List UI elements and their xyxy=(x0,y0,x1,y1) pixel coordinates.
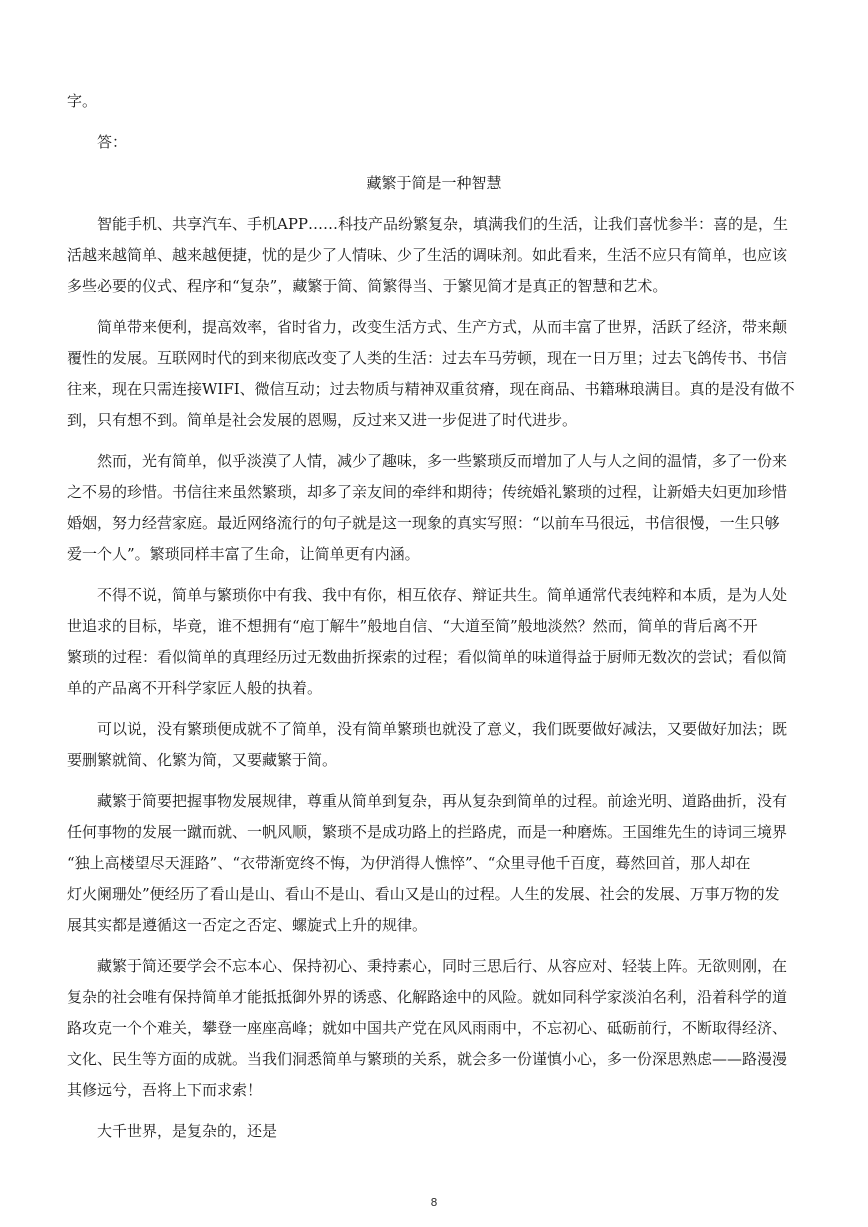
paragraph-2-line: 到，只有想不到。简单是社会发展的恩赐，反过来又进一步促进了时代进步。 xyxy=(67,411,578,429)
paragraph-7-line: 复杂的社会唯有保持简单才能抵抵御外界的诱惑、化解路途中的风险。就如同科学家淡泊名利，沿着科学的道 xyxy=(67,988,788,1006)
essay-title: 藏繁于简是一种智慧 xyxy=(366,174,502,192)
paragraph-1-line: 智能手机、共享汽车、手机APP……科技产品纷繁复杂，填满我们的生活，让我们喜忧参半：喜的是，生 xyxy=(97,215,789,233)
paragraph-4-line: 繁琐的过程：看似简单的真理经历过无数曲折探索的过程；看似简单的味道得益于厨师无数次的尝试；看似简 xyxy=(67,648,788,666)
paragraph-5-line: 要删繁就简、化繁为简，又要藏繁于简。 xyxy=(67,751,338,769)
paragraph-2-line: 覆性的发展。互联网时代的到来彻底改变了人类的生活：过去车马劳顿，现在一日万里；过去飞鸽传书、书信 xyxy=(67,349,788,367)
paragraph-6-line: 灯火阑珊处”便经历了看山是山、看山不是山、看山又是山的过程。人生的发展、社会的发展、万事万物的发 xyxy=(67,885,780,903)
document-body xyxy=(67,86,801,1147)
paragraph-6-line: “独上高楼望尽天涯路”、“衣带渐宽终不悔，为伊消得人憔悴”、“众里寻他千百度，蓦然回首，那人却在 xyxy=(67,854,751,872)
paragraph-6-line: 展其实都是遵循这一否定之否定、螺旋式上升的规律。 xyxy=(67,916,428,934)
paragraph-2-line: 往来，现在只需连接WIFI、微信互动；过去物质与精神双重贫瘠，现在商品、书籍琳琅满目。真的是没有做不 xyxy=(67,380,795,398)
paragraph-8-line: 大千世界，是复杂的，还是 xyxy=(97,1122,278,1140)
paragraph-2-line: 简单带来便利，提高效率，省时省力，改变生活方式、生产方式，从而丰富了世界，活跃了经济，带来颠 xyxy=(97,318,788,336)
answer-label: 答： xyxy=(97,133,128,151)
paragraph-1-line: 活越来越简单、越来越便捷，忧的是少了人情味、少了生活的调味剂。如此看来，生活不应只有简单，也应该 xyxy=(67,246,788,264)
paragraph-7-line: 藏繁于简还要学会不忘本心、保持初心、秉持素心，同时三思后行、从容应对、轻装上阵。无欲则刚，在 xyxy=(97,957,788,975)
paragraph-4-line: 不得不说，简单与繁琐你中有我、我中有你，相互依存、辩证共生。简单通常代表纯粹和本质，是为人处 xyxy=(97,586,788,604)
paragraph-7-line: 其修远兮，吾将上下而求索！ xyxy=(67,1081,263,1099)
paragraph-4-line: 世追求的目标，毕竟，谁不想拥有“庖丁解牛”般地自信、“大道至简”般地淡然？然而，简单的背后离不开 xyxy=(67,617,758,635)
paragraph-7-line: 文化、民生等方面的成就。当我们洞悉简单与繁琐的关系，就会多一份谨慎小心，多一份深思熟虑——路漫漫 xyxy=(67,1050,788,1068)
paragraph-3-line: 之不易的珍惜。书信往来虽然繁琐，却多了亲友间的牵绊和期待；传统婚礼繁琐的过程，让新婚夫妇更加珍惜 xyxy=(67,483,788,501)
paragraph-5-line: 可以说，没有繁琐便成就不了简单，没有简单繁琐也就没了意义，我们既要做好减法，又要做好加法；既 xyxy=(97,720,788,738)
paragraph-3-line: 婚姻，努力经营家庭。最近网络流行的句子就是这一现象的真实写照：“以前车马很远，书信很慢，一生只够 xyxy=(67,514,780,532)
paragraph-6-line: 藏繁于简要把握事物发展规律，尊重从简单到复杂，再从复杂到简单的过程。前途光明、道路曲折，没有 xyxy=(97,792,788,810)
paragraph-7-line: 路攻克一个个难关，攀登一座座高峰；就如中国共产党在风风雨雨中，不忘初心、砥砺前行，不断取得经济、 xyxy=(67,1019,788,1037)
paragraph-3-line: 爱一个人”。繁琐同样丰富了生命，让简单更有内涵。 xyxy=(67,545,420,563)
paragraph-1-line: 多些必要的仪式、程序和“复杂”，藏繁于简、简繁得当、于繁见简才是真正的智慧和艺术。 xyxy=(67,277,668,295)
text-line: 字。 xyxy=(67,92,98,110)
paragraph-4-line: 单的产品离不开科学家匠人般的执着。 xyxy=(67,679,323,697)
paragraph-3-line: 然而，光有简单，似乎淡漠了人情，减少了趣味，多一些繁琐反而增加了人与人之间的温情，多了一份来 xyxy=(97,452,788,470)
page-number: 8 xyxy=(430,1196,438,1209)
paragraph-6-line: 任何事物的发展一蹴而就、一帆风顺，繁琐不是成功路上的拦路虎，而是一种磨炼。王国维先生的诗词三境界 xyxy=(67,823,788,841)
